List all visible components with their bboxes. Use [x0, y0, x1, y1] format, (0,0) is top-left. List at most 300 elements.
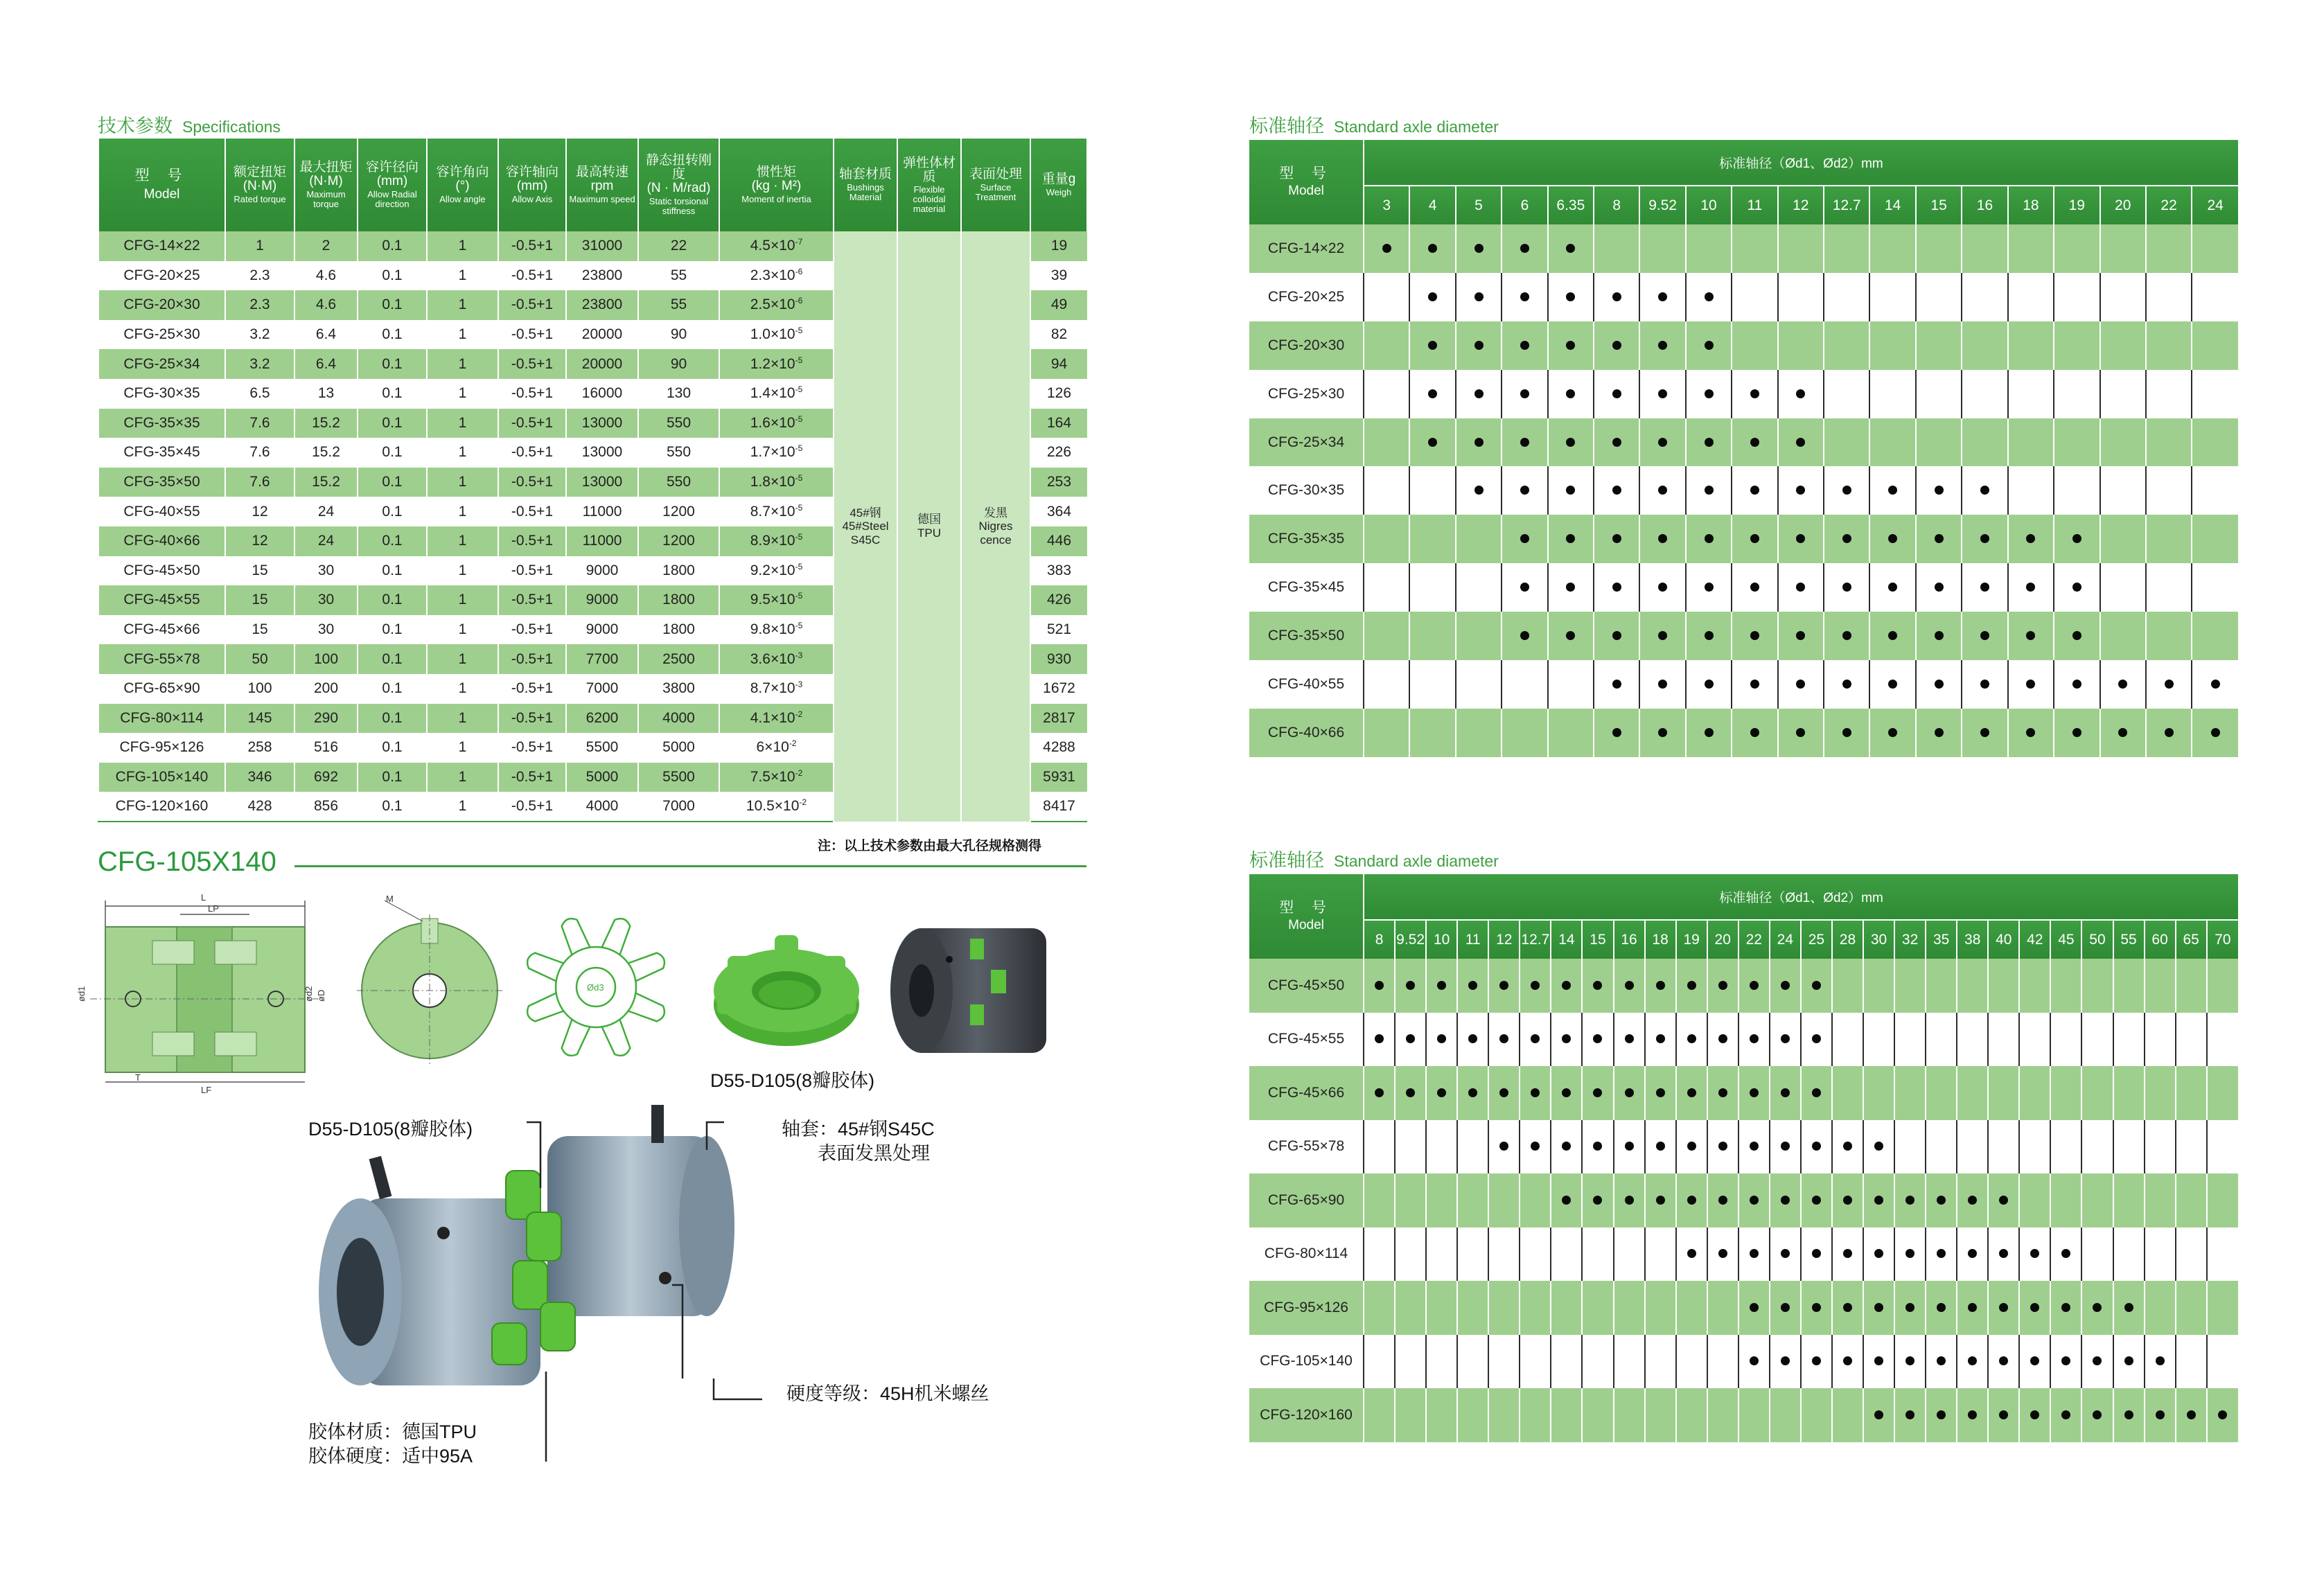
spec-cell-speed: 4000: [566, 792, 638, 822]
axle-2-diameter-row: [1249, 920, 2238, 959]
fit-dot-icon: [1656, 1142, 1665, 1151]
inertia-mantissa: 2.3×10: [750, 267, 795, 283]
axle-2-cell: [1551, 1281, 1582, 1335]
axle-1-cell: [1502, 273, 1547, 321]
spec-cell-inertia: [719, 733, 834, 763]
axle-2-cell: [1926, 1227, 1957, 1282]
axle-2-row: [1249, 1388, 2238, 1442]
axle-1-cell: [1409, 370, 1455, 418]
axle-2-cell: [1395, 1066, 1426, 1120]
axle-2-cell: [1488, 959, 1520, 1013]
fit-dot-icon: [1705, 680, 1714, 689]
axle-1-super-header: 标准轴径（Ød1、Ød2）mm: [1364, 140, 2238, 186]
inertia-exponent: -5: [795, 532, 803, 542]
axle-2-cell: [1894, 1335, 1926, 1389]
spec-cell-angle: 1: [427, 526, 498, 556]
axle-2-cell: [1395, 1173, 1426, 1227]
fit-dot-icon: [2156, 1356, 2165, 1365]
axle-1-cell: [2008, 612, 2054, 660]
spec-cell-rated: 7.6: [225, 438, 294, 468]
axle-2-cell: [1988, 1120, 2019, 1174]
axle-1-cell: [2192, 563, 2238, 612]
axle-1-cell: [2054, 466, 2099, 515]
axle-2-cell: [1988, 1227, 2019, 1282]
dim-t: T: [135, 1072, 141, 1083]
spec-cell-axis: -0.5+1: [498, 526, 566, 556]
fit-dot-icon: [2093, 1410, 2102, 1419]
spec-header-11: [961, 139, 1030, 231]
axle-1-row: [1249, 612, 2238, 660]
axle-1-cell: [2008, 418, 2054, 467]
axle-1-cell: [1364, 563, 1409, 612]
fit-dot-icon: [1566, 631, 1575, 640]
fit-dot-icon: [1980, 631, 1989, 640]
axle-2-cell: [1863, 1227, 1894, 1282]
fit-dot-icon: [1718, 1034, 1727, 1043]
axle-2-cell: [1488, 1013, 1520, 1067]
fit-dot-icon: [1499, 981, 1508, 990]
axle-2-cell: [1645, 1013, 1676, 1067]
inertia-exponent: -3: [795, 650, 803, 660]
axle-1-cell: [1502, 660, 1547, 709]
axle-1-cell: [1456, 660, 1502, 709]
axle-2-cell: [1364, 1013, 1395, 1067]
spec-cell-stiff: 7000: [638, 792, 719, 822]
surface-surface_zh: 发黑: [984, 506, 1007, 520]
axle-2-cell: [1801, 1335, 1832, 1389]
spec-header-zh: 额定扭矩: [233, 165, 286, 180]
axle-2-cell: [1957, 1335, 1988, 1389]
spec-cell-speed: 9000: [566, 556, 638, 586]
fit-dot-icon: [1566, 341, 1575, 350]
axle-2-cell: [2207, 1120, 2238, 1174]
axle-2-cell: [1520, 1227, 1551, 1282]
axle-2-diameter: 55: [2113, 920, 2145, 959]
axle-1-cell: [1409, 515, 1455, 563]
spec-cell-model: CFG-14×22: [98, 231, 225, 261]
fit-dot-icon: [1888, 680, 1897, 689]
axle-1-cell: [1364, 612, 1409, 660]
spec-cell-max: 15.2: [294, 409, 358, 438]
axle-1-cell: [1916, 709, 1962, 757]
axle-2-cell: [1582, 1281, 1613, 1335]
spec-cell-rated: 12: [225, 526, 294, 556]
axle-2-diameter: 50: [2081, 920, 2113, 959]
axle-2-cell: [1488, 1227, 1520, 1282]
spec-cell-weight: 521: [1030, 615, 1087, 645]
fit-dot-icon: [1474, 341, 1484, 350]
axle-2-cell: [2113, 1227, 2145, 1282]
spec-cell-radial: 0.1: [358, 290, 427, 320]
spec-cell-radial: 0.1: [358, 763, 427, 792]
axle-2-cell: [2145, 1066, 2176, 1120]
axle-1-cell: [1364, 660, 1409, 709]
axle-1-cell: [1869, 418, 1915, 467]
axle-2-cell: [2176, 1227, 2207, 1282]
axle-2-cell: [1738, 959, 1770, 1013]
inertia-exponent: -5: [795, 621, 803, 631]
fit-dot-icon: [1750, 680, 1759, 689]
axle-1-cell: [1502, 466, 1547, 515]
spec-cell-model: CFG-40×66: [98, 526, 225, 556]
spec-cell-inertia: [719, 792, 834, 822]
axle-1-row: [1249, 273, 2238, 321]
axle-2-cell: [1988, 1388, 2019, 1442]
spec-header-zh: 静态扭转刚度: [645, 153, 712, 182]
axle-2-cell: [1832, 1066, 1863, 1120]
fit-dot-icon: [1520, 631, 1529, 640]
axle-2-model: CFG-45×55: [1249, 1013, 1364, 1067]
axle-2-cell: [1863, 1388, 1894, 1442]
spec-cell-rated: 15: [225, 585, 294, 615]
axle-1-cell: [1456, 321, 1502, 370]
axle-2-diameter: 15: [1582, 920, 1613, 959]
fit-dot-icon: [1750, 486, 1759, 495]
axle-2-cell: [1801, 959, 1832, 1013]
spec-cell-speed: 9000: [566, 585, 638, 615]
spec-cell-speed: 6200: [566, 704, 638, 734]
axle-2-title-en: Standard axle diameter: [1334, 852, 1499, 870]
axle-1-cell: [1456, 273, 1502, 321]
fit-dot-icon: [1566, 438, 1575, 447]
axle-2-cell: [1894, 1013, 1926, 1067]
axle-1-cell: [2054, 709, 2099, 757]
fit-dot-icon: [1625, 1088, 1634, 1097]
axle-2-model: CFG-95×126: [1249, 1281, 1364, 1335]
fit-dot-icon: [1842, 680, 1851, 689]
fit-dot-icon: [1843, 1356, 1852, 1365]
axle-2-cell: [2019, 1120, 2050, 1174]
axle-2-cell: [1676, 959, 1707, 1013]
fit-dot-icon: [1562, 1142, 1571, 1151]
axle-1-cell: [1869, 370, 1915, 418]
fit-dot-icon: [1750, 1303, 1759, 1312]
fit-dot-icon: [1468, 981, 1477, 990]
axle-2-diameter: 12.7: [1520, 920, 1551, 959]
spec-header-en: Bushings Material: [847, 182, 884, 202]
inertia-mantissa: 9.8×10: [750, 621, 795, 638]
dim-m: M: [386, 894, 394, 904]
fit-dot-icon: [1474, 389, 1484, 398]
spec-cell-inertia: [719, 468, 834, 497]
axle-2-cell: [1863, 1013, 1894, 1067]
axle-1-cell: [1548, 370, 1594, 418]
axle-2-cell: [1832, 1013, 1863, 1067]
axle-1-cell: [2100, 466, 2146, 515]
fit-dot-icon: [1687, 1142, 1696, 1151]
spec-cell-weight: 364: [1030, 497, 1087, 526]
axle-1-cell: [2146, 563, 2192, 612]
spec-cell-stiff: 55: [638, 261, 719, 291]
axle-2-cell: [1926, 1388, 1957, 1442]
axle-2-cell: [1457, 1120, 1488, 1174]
axle-1-cell: [1594, 515, 1639, 563]
axle-1-model: CFG-25×34: [1249, 418, 1364, 467]
spec-cell-angle: 1: [427, 674, 498, 704]
axle-2-cell: [1832, 1281, 1863, 1335]
fit-dot-icon: [1428, 389, 1437, 398]
axle-1-cell: [1456, 466, 1502, 515]
spec-cell-inertia: [719, 409, 834, 438]
axle-2-cell: [2176, 1281, 2207, 1335]
fit-dot-icon: [1812, 1196, 1821, 1205]
fit-dot-icon: [1781, 1356, 1790, 1365]
spec-cell-angle: 1: [427, 261, 498, 291]
fit-dot-icon: [1612, 486, 1621, 495]
inertia-mantissa: 4.5×10: [750, 238, 795, 254]
axle-2-cell: [1863, 959, 1894, 1013]
spec-cell-model: CFG-105×140: [98, 763, 225, 792]
fit-dot-icon: [1375, 1088, 1384, 1097]
fit-dot-icon: [2061, 1356, 2070, 1365]
axle-1-cell: [2146, 709, 2192, 757]
axle-2-cell: [1832, 1227, 1863, 1282]
spec-body: [98, 231, 1087, 822]
axle-2-cell: [2207, 1227, 2238, 1282]
axle-1-diameter: 15: [1916, 186, 1962, 224]
model-title-rule: [294, 865, 1086, 867]
axle-1-cell: [2054, 224, 2099, 273]
axle-2-cell: [1426, 1120, 1457, 1174]
surface-surface_en: Nigres cence: [978, 520, 1013, 547]
axle-2-cell: [1894, 1173, 1926, 1227]
axle-2-cell: [1707, 959, 1738, 1013]
fit-dot-icon: [1625, 1142, 1634, 1151]
fit-dot-icon: [1796, 486, 1805, 495]
spec-cell-model: CFG-25×30: [98, 320, 225, 350]
axle-2-cell: [1614, 1173, 1645, 1227]
fit-dot-icon: [1705, 341, 1714, 350]
axle-2-model: CFG-65×90: [1249, 1173, 1364, 1227]
axle-2-cell: [2176, 1173, 2207, 1227]
axle-2-row: [1249, 1335, 2238, 1389]
fit-dot-icon: [1718, 981, 1727, 990]
axle-2-cell: [1957, 1227, 1988, 1282]
axle-2-cell: [1426, 1227, 1457, 1282]
spec-cell-radial: 0.1: [358, 438, 427, 468]
inertia-exponent: -5: [795, 561, 803, 571]
axle-1-cell: [1639, 224, 1685, 273]
spec-cell-axis: -0.5+1: [498, 704, 566, 734]
axle-2-cell: [2176, 1388, 2207, 1442]
spec-cell-stiff: 1800: [638, 585, 719, 615]
axle-2-cell: [1457, 1388, 1488, 1442]
axle-1-cell: [1594, 370, 1639, 418]
axle-1-cell: [1869, 321, 1915, 370]
spec-cell-axis: -0.5+1: [498, 497, 566, 526]
axle-1-cell: [1962, 321, 2007, 370]
axle-1-cell: [1548, 273, 1594, 321]
spec-cell-axis: -0.5+1: [498, 674, 566, 704]
fit-dot-icon: [2124, 1410, 2133, 1419]
fit-dot-icon: [1593, 1034, 1602, 1043]
axle-1-cell: [2008, 515, 2054, 563]
axle-1-cell: [1869, 660, 1915, 709]
spec-cell-model: CFG-65×90: [98, 674, 225, 704]
spec-cell-rated: 428: [225, 792, 294, 822]
axle-2-cell: [1520, 959, 1551, 1013]
fit-dot-icon: [1750, 1034, 1759, 1043]
spec-cell-rated: 7.6: [225, 409, 294, 438]
bushing-bushing_zh: 45#钢: [850, 506, 881, 520]
axle-1-cell: [1409, 563, 1455, 612]
axle-2-cell: [1926, 1013, 1957, 1067]
axle-1-cell: [2054, 660, 2099, 709]
axle-2-cell: [2081, 1281, 2113, 1335]
axle-1-diameter: 3: [1364, 186, 1409, 224]
spec-cell-radial: 0.1: [358, 320, 427, 350]
spec-cell-radial: 0.1: [358, 674, 427, 704]
fit-dot-icon: [1718, 1142, 1727, 1151]
front-view-drawing: [357, 894, 502, 1074]
axle-2-cell: [1645, 1335, 1676, 1389]
dim-d3: Ød3: [587, 982, 604, 993]
axle-1-cell: [1409, 273, 1455, 321]
axle-2-cell: [1582, 1227, 1613, 1282]
axle-2-cell: [1645, 1120, 1676, 1174]
axle-1-title-en: Standard axle diameter: [1334, 118, 1499, 136]
axle-1-cell: [1732, 709, 1777, 757]
axle-1-cell: [2008, 370, 2054, 418]
fit-dot-icon: [1437, 1088, 1446, 1097]
axle-1-model: CFG-35×45: [1249, 563, 1364, 612]
fit-dot-icon: [1531, 981, 1540, 990]
axle-2-model: CFG-45×66: [1249, 1066, 1364, 1120]
fit-dot-icon: [1566, 244, 1575, 253]
axle-1-diameter: 20: [2100, 186, 2146, 224]
axle-2-cell: [1738, 1120, 1770, 1174]
axle-1-cell: [1824, 466, 1869, 515]
axle-2-diameter: 9.52: [1395, 920, 1426, 959]
spec-cell-axis: -0.5+1: [498, 320, 566, 350]
axle-2-cell: [2081, 1335, 2113, 1389]
axle-2-cell: [1894, 1388, 1926, 1442]
axle-1-cell: [1639, 466, 1685, 515]
axle-1-cell: [2146, 273, 2192, 321]
fit-dot-icon: [1593, 1196, 1602, 1205]
spec-cell-inertia: [719, 585, 834, 615]
axle-1-cell: [1686, 466, 1732, 515]
axle-2-cell: [1770, 1173, 1801, 1227]
spec-header-en: Static torsional stiffness: [649, 196, 709, 216]
axle-2-cell: [2019, 1227, 2050, 1282]
fit-dot-icon: [2187, 1410, 2196, 1419]
spec-cell-max: 6.4: [294, 320, 358, 350]
axle-2-cell: [1457, 1227, 1488, 1282]
axle-1-cell: [2192, 660, 2238, 709]
axle-1-cell: [1824, 224, 1869, 273]
fit-dot-icon: [1656, 1034, 1665, 1043]
fit-dot-icon: [1935, 728, 1944, 737]
spec-cell-rated: 12: [225, 497, 294, 526]
fit-dot-icon: [1781, 1142, 1790, 1151]
axle-2-cell: [2050, 1120, 2081, 1174]
axle-1-cell: [2192, 466, 2238, 515]
axle-2-model-en: Model: [1288, 918, 1324, 933]
axle-1-diameter: 22: [2146, 186, 2192, 224]
fit-dot-icon: [1520, 389, 1529, 398]
fit-dot-icon: [1980, 486, 1989, 495]
axle-2-cell: [1457, 1013, 1488, 1067]
spec-header-row: [98, 139, 1087, 231]
callout-sleeve-1: 轴套：45#钢S45C: [782, 1119, 935, 1140]
axle-1-cell: [2192, 709, 2238, 757]
fit-dot-icon: [1531, 1034, 1540, 1043]
axle-1-model: CFG-20×25: [1249, 273, 1364, 321]
fit-dot-icon: [1781, 1088, 1790, 1097]
axle-1-cell: [1778, 709, 1824, 757]
axle-2-cell: [2207, 1281, 2238, 1335]
spec-cell-weight: 49: [1030, 290, 1087, 320]
spec-cell-angle: 1: [427, 644, 498, 674]
spec-cell-stiff: 550: [638, 438, 719, 468]
fit-dot-icon: [1980, 583, 1989, 592]
fit-dot-icon: [1474, 292, 1484, 301]
axle-2-cell: [1520, 1066, 1551, 1120]
axle-1-cell: [1686, 224, 1732, 273]
fit-dot-icon: [1705, 438, 1714, 447]
axle-1-cell: [1364, 224, 1409, 273]
spec-cell-speed: 13000: [566, 409, 638, 438]
inertia-exponent: -5: [795, 502, 803, 513]
fit-dot-icon: [1796, 680, 1805, 689]
spec-cell-angle: 1: [427, 409, 498, 438]
axle-1-row: [1249, 370, 2238, 418]
spec-cell-rated: 258: [225, 733, 294, 763]
fit-dot-icon: [1968, 1410, 1977, 1419]
axle-2-cell: [1551, 1227, 1582, 1282]
axle-1-cell: [1778, 321, 1824, 370]
axle-2-cell: [2019, 1281, 2050, 1335]
axle-2-cell: [2176, 1335, 2207, 1389]
axle-1-cell: [1456, 224, 1502, 273]
fit-dot-icon: [1781, 1249, 1790, 1258]
spec-cell-weight: 426: [1030, 585, 1087, 615]
spec-cell-stiff: 4000: [638, 704, 719, 734]
axle-2-cell: [2113, 1120, 2145, 1174]
spec-title-en: Specifications: [182, 118, 281, 136]
axle-2-cell: [1832, 1388, 1863, 1442]
axle-2-cell: [1457, 1173, 1488, 1227]
axle-1-cell: [1639, 563, 1685, 612]
spec-cell-model: CFG-120×160: [98, 792, 225, 822]
axle-2-cell: [2145, 1227, 2176, 1282]
fit-dot-icon: [1687, 981, 1696, 990]
spec-header-en: Flexible colloidal material: [913, 184, 946, 214]
axle-1-cell: [2100, 709, 2146, 757]
axle-2-cell: [1426, 1281, 1457, 1335]
flex-material-cell: [897, 231, 961, 822]
spec-section-title: [98, 111, 281, 138]
axle-1-cell: [1916, 273, 1962, 321]
fit-dot-icon: [1968, 1196, 1977, 1205]
spec-cell-weight: 446: [1030, 526, 1087, 556]
axle-2-cell: [1551, 1388, 1582, 1442]
spec-cell-speed: 5500: [566, 733, 638, 763]
spec-cell-max: 30: [294, 585, 358, 615]
axle-2-cell: [1988, 1281, 2019, 1335]
fit-dot-icon: [1705, 728, 1714, 737]
axle-2-cell: [2050, 1388, 2081, 1442]
fit-dot-icon: [1905, 1410, 1914, 1419]
fit-dot-icon: [1796, 583, 1805, 592]
spec-cell-speed: 9000: [566, 615, 638, 645]
axle-2-diameter: 28: [1832, 920, 1863, 959]
axle-1-cell: [1594, 563, 1639, 612]
axle-2-cell: [2176, 959, 2207, 1013]
axle-2-model: CFG-105×140: [1249, 1335, 1364, 1389]
axle-2-cell: [1863, 1173, 1894, 1227]
